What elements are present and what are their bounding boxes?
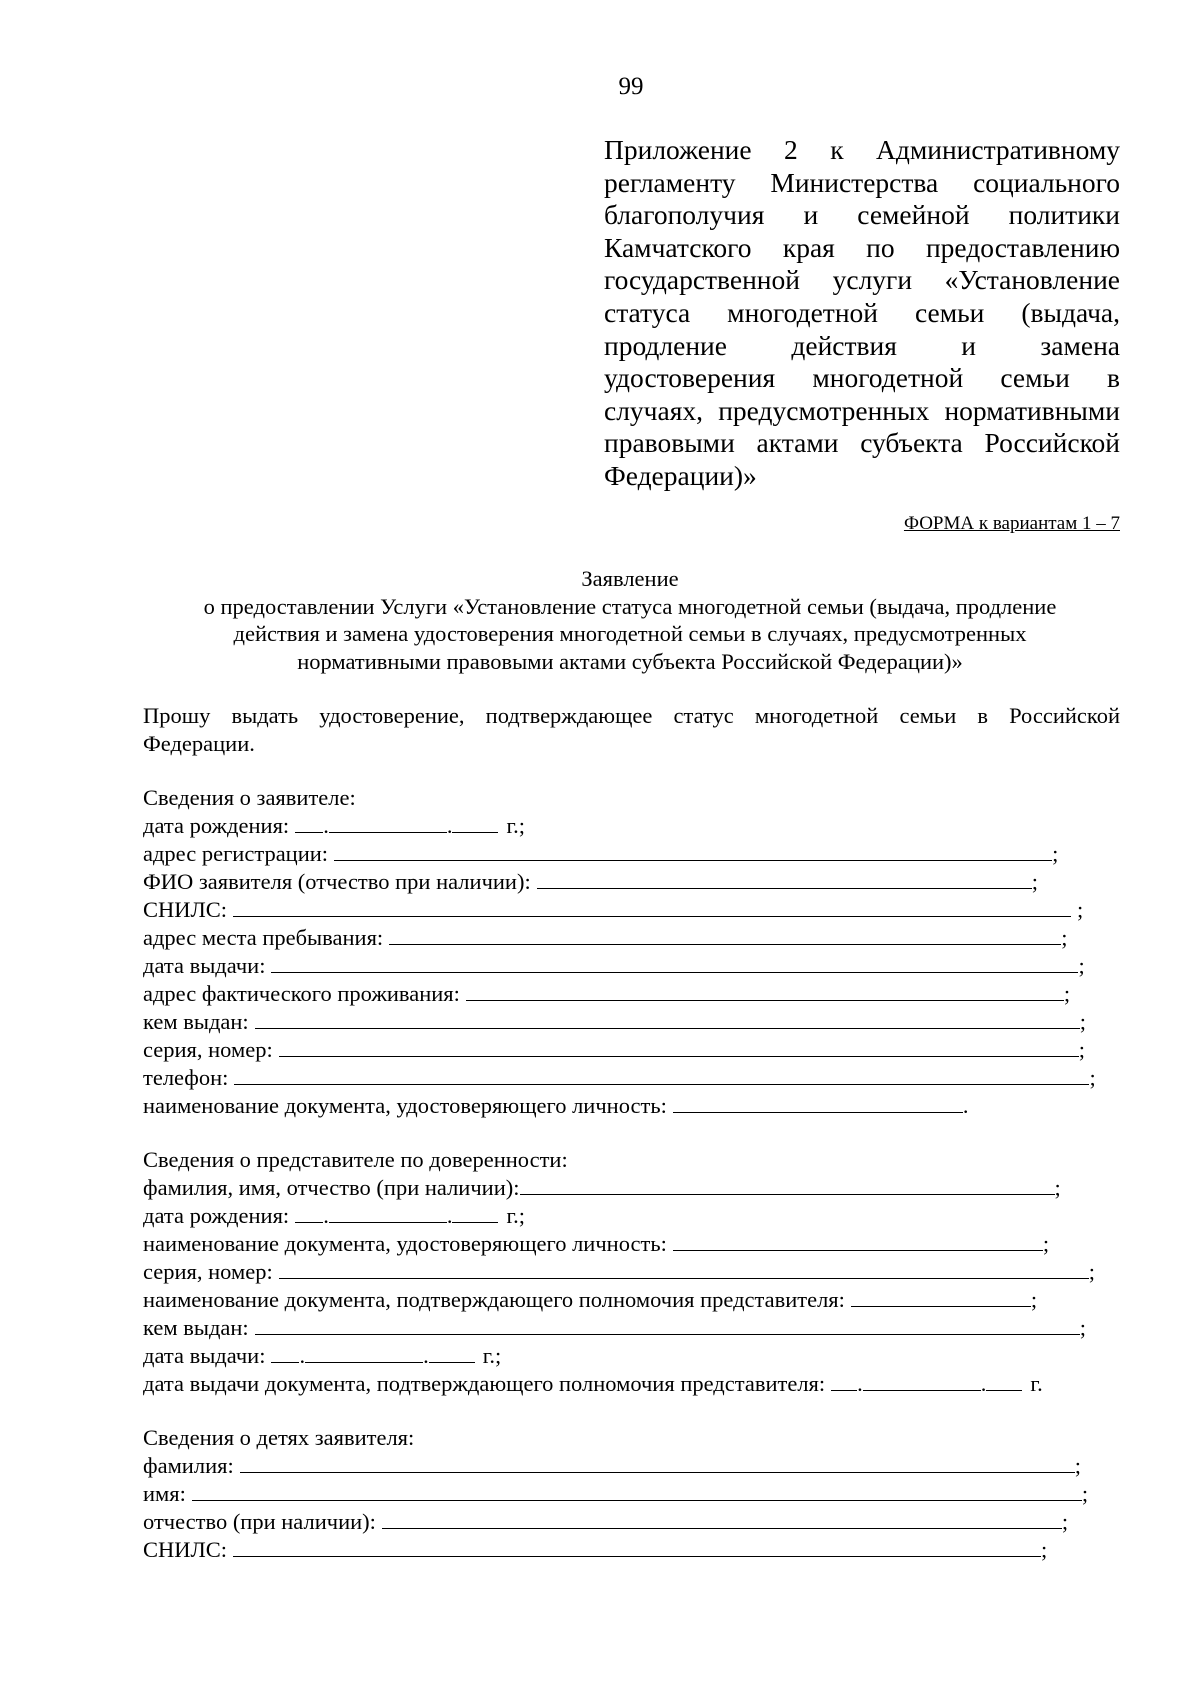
field-label: кем выдан: [143,1009,249,1034]
page-number: 99 [618,73,644,100]
field-line[interactable] [233,1537,1041,1557]
field-label: адрес фактического проживания: [143,981,460,1006]
field-label: фамилия, имя, отчество (при наличии): [143,1175,520,1200]
registration-address-field[interactable]: адрес регистрации: ; [143,841,1059,866]
title-line: действия и замена удостоверения многодетной семьи в случаях, предусмотренных [233,621,1027,646]
field-line[interactable] [279,1259,1089,1279]
applicant-fio-field[interactable]: ФИО заявителя (отчество при наличии): ; [143,869,1038,894]
field-label: наименование документа, удостоверяющего личность: [143,1093,667,1118]
appendix-line: Федерации)» [604,459,757,491]
issue-date-field[interactable]: дата выдачи: ; [143,953,1085,978]
representative-section [143,1146,1095,1398]
field-line[interactable] [334,841,1052,861]
field-line[interactable] [673,1231,1043,1251]
appendix-note [604,134,1120,493]
appendix-line: удостоверения многодетной семьи в [604,362,1120,394]
field-line[interactable] [520,1175,1055,1195]
field-label: адрес места пребывания: [143,925,384,950]
title-line: о предоставлении Услуги «Установление статуса многодетной семьи (выдача, продление [203,593,1057,619]
series-number-field[interactable]: серия, номер: ; [143,1037,1085,1062]
field-line[interactable] [279,1037,1079,1057]
issued-by-field[interactable]: кем выдан: ; [143,1009,1086,1034]
field-label: дата выдачи: [143,953,266,978]
phone-field[interactable]: телефон: ; [143,1065,1096,1090]
stay-address-field[interactable]: адрес места пребывания: ; [143,925,1068,950]
title-heading: Заявление [581,566,679,591]
field-label: дата рождения: [143,813,290,838]
request-paragraph [143,702,1120,758]
representative-id-document-field[interactable]: наименование документа, удостоверяющего личность: ; [143,1231,1050,1256]
id-document-name-field[interactable]: наименование документа, удостоверяющего личность: . [143,1093,969,1118]
field-line[interactable] [240,1453,1075,1473]
field-line[interactable] [233,897,1071,917]
authority-date-input[interactable]: . . г. [831,1370,1043,1398]
birth-date-input[interactable]: . . г.; [295,1202,525,1230]
field-label: отчество (при наличии): [143,1509,376,1534]
appendix-line: регламенту Министерства социального [604,166,1120,198]
form-variant-note: ФОРМА к вариантам 1 – 7 [903,513,1120,534]
field-line[interactable] [466,981,1064,1001]
field-label: СНИЛС: [143,1537,228,1562]
authority-document-field[interactable]: наименование документа, подтверждающего полномочия представителя: ; [143,1287,1038,1312]
applicant-section-title: Сведения о заявителе: [143,785,356,810]
field-label: наименование документа, подтверждающего полномочия представителя: [143,1287,845,1312]
field-label: дата выдачи документа, подтверждающего полномочия представителя: [143,1371,826,1396]
children-section [143,1424,1088,1564]
title-line: нормативными правовыми актами субъекта Российской Федерации)» [297,648,963,674]
child-patronymic-field[interactable]: отчество (при наличии): ; [143,1509,1069,1534]
field-label: серия, номер: [143,1259,273,1284]
appendix-line: продление действия и замена [604,329,1120,361]
field-label: дата выдачи: [143,1343,266,1368]
request-line: Федерации. [143,731,255,756]
field-line[interactable] [851,1287,1031,1307]
representative-name-field[interactable]: фамилия, имя, отчество (при наличии): ; [143,1175,1061,1200]
applicant-birth-date-field [143,812,1096,840]
document-title [130,565,1130,675]
field-label: наименование документа, удостоверяющего личность: [143,1231,667,1256]
field-label: дата рождения: [143,1203,290,1228]
appendix-line: случаях, предусмотренных нормативными [604,394,1120,426]
representative-birth-date-field [143,1202,1095,1230]
field-label: СНИЛС: [143,897,228,922]
representative-issued-by-field[interactable]: кем выдан: ; [143,1315,1086,1340]
field-label: ФИО заявителя (отчество при наличии): [143,869,531,894]
request-line: Прошу выдать удостоверение, подтверждающее статус многодетной семьи в Российской [143,703,1120,728]
actual-address-field[interactable]: адрес фактического проживания: ; [143,981,1071,1006]
child-surname-field[interactable]: фамилия: ; [143,1453,1081,1478]
applicant-section [143,784,1096,1120]
representative-section-title: Сведения о представителе по доверенности: [143,1147,568,1172]
field-line[interactable] [673,1093,963,1113]
field-line[interactable] [192,1481,1082,1501]
appendix-line: правовыми актами субъекта Российской [604,427,1120,459]
field-line[interactable] [255,1315,1080,1335]
children-section-title: Сведения о детях заявителя: [143,1425,415,1450]
field-line[interactable] [255,1009,1080,1029]
field-label: серия, номер: [143,1037,273,1062]
child-name-field[interactable]: имя: ; [143,1481,1089,1506]
birth-date-input[interactable]: . . г.; [295,812,525,840]
field-line[interactable] [271,953,1078,973]
field-label: кем выдан: [143,1315,249,1340]
field-line[interactable] [537,869,1032,889]
representative-series-number-field[interactable]: серия, номер: ; [143,1259,1095,1284]
appendix-line: Приложение 2 к Административному [604,134,1120,165]
field-label: фамилия: [143,1453,234,1478]
field-line[interactable] [389,925,1061,945]
authority-issue-date-field [143,1370,1095,1398]
appendix-line: благополучия и семейной политики [604,199,1120,231]
applicant-snils-field[interactable]: СНИЛС: ; [143,897,1084,922]
appendix-line: государственной услуги «Установление [604,264,1120,296]
field-line[interactable] [382,1509,1062,1529]
field-label: телефон: [143,1065,229,1090]
field-line[interactable] [234,1065,1089,1085]
field-label: адрес регистрации: [143,841,329,866]
child-snils-field[interactable]: СНИЛС: ; [143,1537,1048,1562]
appendix-line: статуса многодетной семьи (выдача, [604,296,1120,328]
appendix-line: Камчатского края по предоставлению [604,231,1120,263]
issue-date-input[interactable]: . . г.; [271,1342,501,1370]
representative-issue-date-field [143,1342,1095,1370]
field-label: имя: [143,1481,186,1506]
